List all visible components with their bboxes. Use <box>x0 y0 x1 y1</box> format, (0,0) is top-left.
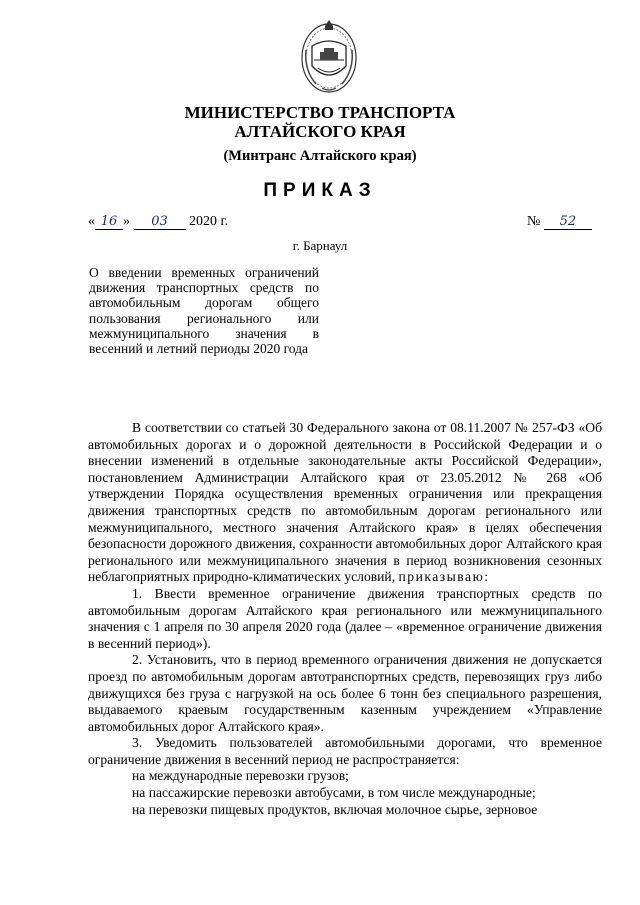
number-handwritten: 52 <box>544 215 592 230</box>
order-number <box>527 214 592 230</box>
city-name: г. Барнаул <box>292 238 348 253</box>
order-date <box>88 214 228 230</box>
date-day-handwritten: 16 <box>95 215 123 230</box>
item-3-c: на перевозки пищевых продуктов, включая молочное сырье, зерновое <box>132 801 538 817</box>
order-word: приказываю: <box>398 569 490 585</box>
ministry-name-line2: АЛТАЙСКОГО КРАЯ <box>234 122 406 141</box>
date-year: 2020 г. <box>189 214 229 229</box>
coat-of-arms-icon <box>298 16 360 96</box>
ministry-name-line1: МИНИСТЕРСТВО ТРАНСПОРТА <box>184 103 456 122</box>
ministry-short-name: (Минтранс Алтайского края) <box>223 148 417 164</box>
order-body <box>88 420 602 818</box>
number-prefix: № <box>527 214 541 229</box>
document-type: ПРИКАЗ <box>263 180 377 201</box>
order-subject: О введении временных ограничений движения транспортных средств по автомобильным дорогам общего пользования регионального или межмуниципального значения в весенний и летний периоды 2020 года <box>89 265 319 357</box>
date-month-handwritten: 03 <box>134 215 186 230</box>
preamble-paragraph <box>88 420 602 586</box>
item-2: 2. Установить, что в период временного ограничения движения не допускается проезд по автомобильным дорогам автотранспортных средств, перевозящих груз либо движущихся без груза с нагрузкой на ось более 6 тонн без специального разрешения, выдаваемого краевым государственным казенным учреждением «Управление автомобильных дорог Алтайского края». <box>88 652 602 734</box>
item-1: 1. Ввести временное ограничение движения транспортных средств по автомобильным дорогам Алтайского края регионального или межмуниципального значения с 1 апреля по 30 апреля 2020 года (далее – «временное ограничение движения в весенний период»). <box>88 585 602 651</box>
preamble-text: В соответствии со статьей 30 Федерального закона от 08.11.2007 № 257-ФЗ «Об автомобильных дорогах и о дорожной деятельности в Российской Федерации и о внесении изменений в отдельные законодательные акты Российской Федерации», постановлением Администрации Алтайского края от 23.05.2012 № 268 «Об утверждении Порядка осуществления временных ограничения или прекращения движения транспортных средств по автомобильным дорогам регионального или межмуниципального, местного значения Алтайского края» в целях обеспечения безопасности дорожного движения, сохранности автомобильных дорог Алтайского края регионального или межмуниципального значения в период возникновения сезонных неблагоприятных природно-климатических условий, <box>88 420 602 585</box>
item-3: 3. Уведомить пользователей автомобильными дорогами, что временное ограничение движения в весенний период не распространяется: <box>88 735 602 767</box>
item-3-a: на международные перевозки грузов; <box>132 768 349 784</box>
date-open-quote: « <box>88 214 95 229</box>
date-close-quote: » <box>123 214 130 229</box>
item-3-b: на пассажирские перевозки автобусами, в том числе международные; <box>132 785 536 801</box>
